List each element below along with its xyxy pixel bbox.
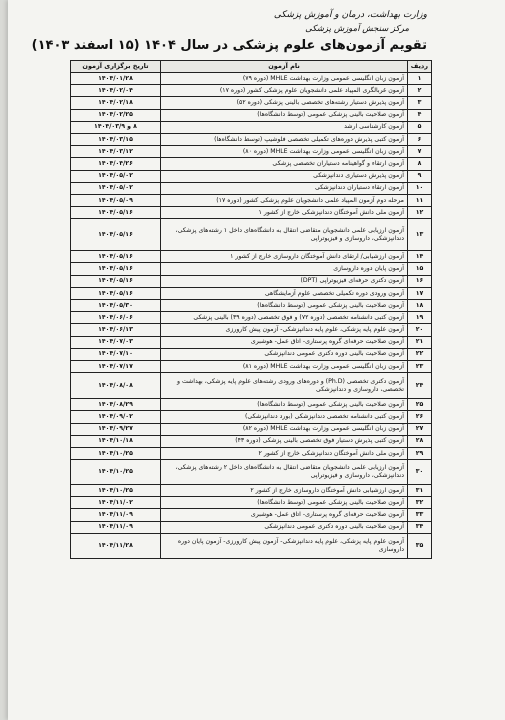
row-number: ۲۷: [408, 423, 432, 435]
row-number: ۲۲: [408, 348, 432, 360]
row-number: ۲۴: [408, 373, 432, 399]
exam-name: آزمون صلاحیت بالینی پزشکی عمومی (توسط دانشگاه‌ها): [161, 497, 408, 509]
page-title: تقویم آزمون‌های علوم پزشکی در سال ۱۴۰۴ (۱۵ اسفند ۱۴۰۳): [31, 38, 427, 53]
table-row: [71, 485, 432, 497]
exam-calendar-table: [70, 60, 432, 559]
table-row: [71, 435, 432, 447]
exam-date: ۸ و ۱۴۰۴/۰۳/۹: [71, 121, 161, 133]
exam-name: آزمون ملی دانش آموختگان دندانپزشکی خارج از کشور ۱: [161, 207, 408, 219]
row-number: ۱۵: [408, 263, 432, 275]
exam-name: آزمون ارزشیابی/ ارتقای دانش آموختگان داروسازی خارج از کشور ۱: [161, 251, 408, 263]
row-number: ۲: [408, 85, 432, 97]
table-row: [71, 324, 432, 336]
table-row: [71, 121, 432, 133]
row-number: ۲۱: [408, 336, 432, 348]
exam-name: آزمون زبان انگلیسی عمومی وزارت بهداشت MHLE (دوره ۷۹): [161, 73, 408, 85]
exam-date: ۱۴۰۴/۰۷/۰۳: [71, 336, 161, 348]
table-row: [71, 85, 432, 97]
exam-name: آزمون صلاحیت حرفه‌ای گروه پرستاری- اتاق عمل- هوشبری: [161, 336, 408, 348]
exam-date: ۱۴۰۴/۱۱/۰۹: [71, 521, 161, 533]
exam-name: آزمون ملی دانش آموختگان دندانپزشکی خارج از کشور ۲: [161, 447, 408, 459]
row-number: ۴: [408, 109, 432, 121]
table-row: [71, 533, 432, 558]
row-number: ۳۳: [408, 509, 432, 521]
column-header-number: ردیف: [408, 61, 432, 73]
table-body: [71, 73, 432, 559]
row-number: ۳۱: [408, 485, 432, 497]
exam-name: آزمون صلاحیت بالینی پزشکی عمومی (توسط دانشگاه‌ها): [161, 300, 408, 312]
exam-date: ۱۴۰۴/۰۹/۰۲: [71, 411, 161, 423]
row-number: ۷: [408, 146, 432, 158]
table-row: [71, 460, 432, 485]
exam-name: آزمون غربالگری المپیاد علمی دانشجویان علوم پزشکی کشور (دوره ۱۷): [161, 85, 408, 97]
row-number: ۸: [408, 158, 432, 170]
table-row: [71, 300, 432, 312]
exam-date: ۱۴۰۴/۰۲/۱۸: [71, 97, 161, 109]
exam-name: آزمون دکتری تخصصی (Ph.D) و دوره‌های ورودی رشته‌های علوم پایه پزشکی، بهداشت و تخصصی، داروسازی و دندانپزشکی: [161, 373, 408, 399]
table-header-row: [71, 61, 432, 73]
row-number: ۲۶: [408, 411, 432, 423]
row-number: ۶: [408, 133, 432, 145]
exam-date: ۱۴۰۴/۰۶/۱۳: [71, 324, 161, 336]
table-row: [71, 423, 432, 435]
table-row: [71, 521, 432, 533]
exam-name: آزمون کتبی دانشنامه تخصصی (دوره ۷۲) و فوق تخصصی (دوره ۳۹) بالینی پزشکی: [161, 312, 408, 324]
row-number: ۱۱: [408, 194, 432, 206]
exam-name: آزمون صلاحیت بالینی دوره دکتری عمومی دندانپزشکی: [161, 348, 408, 360]
exam-name: آزمون ارتقاء دستیاران دندانپزشکی: [161, 182, 408, 194]
exam-date: ۱۴۰۴/۰۷/۱۷: [71, 360, 161, 372]
table-row: [71, 312, 432, 324]
exam-date: ۱۴۰۴/۱۰/۲۵: [71, 447, 161, 459]
exam-name: آزمون کارشناسی ارشد: [161, 121, 408, 133]
row-number: ۱: [408, 73, 432, 85]
table-row: [71, 109, 432, 121]
exam-name: آزمون زبان انگلیسی عمومی وزارت بهداشت MHLE (دوره ۸۱): [161, 360, 408, 372]
exam-name: آزمون پذیرش دستیاری دندانپزشکی: [161, 170, 408, 182]
exam-name: آزمون زبان انگلیسی عمومی وزارت بهداشت MHLE (دوره ۸۰): [161, 146, 408, 158]
exam-date: ۱۴۰۴/۰۳/۱۲: [71, 146, 161, 158]
row-number: ۳۴: [408, 521, 432, 533]
row-number: ۳: [408, 97, 432, 109]
exam-date: ۱۴۰۴/۰۵/۰۲: [71, 170, 161, 182]
row-number: ۱۶: [408, 275, 432, 287]
exam-date: ۱۴۰۴/۰۵/۱۶: [71, 275, 161, 287]
exam-date: ۱۴۰۴/۰۸/۰۸: [71, 373, 161, 399]
exam-date: ۱۴۰۴/۱۰/۲۵: [71, 485, 161, 497]
exam-date: ۱۴۰۴/۱۰/۲۵: [71, 460, 161, 485]
ministry-name: وزارت بهداشت، درمان و آموزش پزشکی: [273, 10, 427, 20]
exam-date: ۱۴۰۴/۰۵/۰۹: [71, 194, 161, 206]
row-number: ۵: [408, 121, 432, 133]
column-header-date: تاریخ برگزاری آزمون: [71, 61, 161, 73]
exam-date: ۱۴۰۴/۱۱/۰۲: [71, 497, 161, 509]
row-number: ۱۰: [408, 182, 432, 194]
row-number: ۱۲: [408, 207, 432, 219]
exam-name: آزمون ارزشیابی دانش آموختگان داروسازی خارج از کشور ۲: [161, 485, 408, 497]
row-number: ۱۹: [408, 312, 432, 324]
exam-date: ۱۴۰۴/۰۵/۱۶: [71, 219, 161, 251]
table-row: [71, 287, 432, 299]
exam-date: ۱۴۰۴/۰۲/۰۴: [71, 85, 161, 97]
exam-name: آزمون کتبی دانشنامه تخصصی دندانپزشکی (بورد دندانپزشکی): [161, 411, 408, 423]
table-row: [71, 133, 432, 145]
row-number: ۳۲: [408, 497, 432, 509]
table-row: [71, 497, 432, 509]
exam-date: ۱۴۰۴/۰۲/۲۵: [71, 109, 161, 121]
table-row: [71, 411, 432, 423]
row-number: ۲۹: [408, 447, 432, 459]
exam-date: ۱۴۰۴/۰۵/۱۶: [71, 263, 161, 275]
exam-name: آزمون زبان انگلیسی عمومی وزارت بهداشت MHLE (دوره ۸۲): [161, 423, 408, 435]
exam-name: آزمون علوم پایه پزشکی، علوم پایه دندانپزشکی- آزمون پیش کارورزی- آزمون پایان دوره داروسازی: [161, 533, 408, 558]
table-row: [71, 194, 432, 206]
row-number: ۳۵: [408, 533, 432, 558]
exam-name: آزمون پایان دوره داروسازی: [161, 263, 408, 275]
exam-date: ۱۴۰۴/۰۸/۲۹: [71, 399, 161, 411]
table-row: [71, 158, 432, 170]
row-number: ۱۸: [408, 300, 432, 312]
exam-date: ۱۴۰۴/۱۰/۱۸: [71, 435, 161, 447]
table-row: [71, 447, 432, 459]
row-number: ۱۷: [408, 287, 432, 299]
exam-date: ۱۴۰۴/۱۱/۲۸: [71, 533, 161, 558]
exam-date: ۱۴۰۴/۰۳/۱۵: [71, 133, 161, 145]
exam-name: آزمون پذیرش دستیار رشته‌های تخصصی بالینی پزشکی (دوره ۵۲): [161, 97, 408, 109]
exam-name: آزمون صلاحیت حرفه‌ای گروه پرستاری- اتاق عمل- هوشبری: [161, 509, 408, 521]
exam-name: آزمون ارزیابی علمی دانشجویان متقاضی انتقال به دانشگاه‌های داخل ۲ رشته‌های پزشکی، دندانپزشکی، داروسازی و فیزیوتراپی: [161, 460, 408, 485]
exam-date: ۱۴۰۴/۰۵/۳۰: [71, 300, 161, 312]
exam-name: آزمون دکتری حرفه‌ای فیزیوتراپی (DPT): [161, 275, 408, 287]
exam-name: آزمون ارتقاء و گواهینامه دستیاران تخصصی پزشکی: [161, 158, 408, 170]
exam-date: ۱۴۰۴/۰۵/۱۶: [71, 207, 161, 219]
table-row: [71, 73, 432, 85]
exam-date: ۱۴۰۴/۰۵/۱۶: [71, 251, 161, 263]
exam-name: آزمون کتبی پذیرش دستیار فوق تخصصی بالینی پزشکی (دوره ۴۳): [161, 435, 408, 447]
exam-name: آزمون ورودی دوره تکمیلی تخصصی علوم آزمایشگاهی: [161, 287, 408, 299]
row-number: ۲۸: [408, 435, 432, 447]
table-row: [71, 146, 432, 158]
exam-date: ۱۴۰۴/۰۵/۱۶: [71, 287, 161, 299]
table-row: [71, 360, 432, 372]
exam-date: ۱۴۰۴/۰۶/۰۶: [71, 312, 161, 324]
table-row: [71, 348, 432, 360]
center-name: مرکز سنجش آموزش پزشکی: [305, 24, 409, 34]
table-row: [71, 251, 432, 263]
table-row: [71, 170, 432, 182]
table-row: [71, 336, 432, 348]
table-row: [71, 399, 432, 411]
table-row: [71, 182, 432, 194]
table-row: [71, 97, 432, 109]
table-row: [71, 373, 432, 399]
exam-name: مرحله دوم آزمون المپیاد علمی دانشجویان علوم پزشکی کشور (دوره ۱۷): [161, 194, 408, 206]
row-number: ۱۳: [408, 219, 432, 251]
exam-date: ۱۴۰۴/۰۴/۲۶: [71, 158, 161, 170]
exam-name: آزمون علوم پایه پزشکی، علوم پایه دندانپزشکی- آزمون پیش کارورزی: [161, 324, 408, 336]
exam-date: ۱۴۰۴/۰۹/۲۷: [71, 423, 161, 435]
exam-date: ۱۴۰۴/۰۱/۲۸: [71, 73, 161, 85]
row-number: ۲۰: [408, 324, 432, 336]
exam-name: آزمون صلاحیت بالینی پزشکی عمومی (توسط دانشگاه‌ها): [161, 109, 408, 121]
row-number: ۲۵: [408, 399, 432, 411]
column-header-exam-name: نام آزمون: [161, 61, 408, 73]
exam-date: ۱۴۰۴/۰۵/۰۲: [71, 182, 161, 194]
row-number: ۳۰: [408, 460, 432, 485]
row-number: ۲۳: [408, 360, 432, 372]
exam-date: ۱۴۰۴/۰۷/۱۰: [71, 348, 161, 360]
table-row: [71, 263, 432, 275]
exam-name: آزمون ارزیابی علمی دانشجویان متقاضی انتقال به دانشگاه‌های داخل ۱ رشته‌های پزشکی، دندانپزشکی، داروسازی و فیزیوتراپی: [161, 219, 408, 251]
table-row: [71, 207, 432, 219]
table-row: [71, 509, 432, 521]
exam-name: آزمون صلاحیت بالینی دوره دکتری عمومی دندانپزشکی: [161, 521, 408, 533]
exam-date: ۱۴۰۴/۱۱/۰۹: [71, 509, 161, 521]
table-row: [71, 275, 432, 287]
exam-name: آزمون صلاحیت بالینی پزشکی عمومی (توسط دانشگاه‌ها): [161, 399, 408, 411]
row-number: ۱۴: [408, 251, 432, 263]
row-number: ۹: [408, 170, 432, 182]
exam-name: آزمون کتبی پذیرش دوره‌های تکمیلی تخصصی فلوشیپ (توسط دانشگاه‌ها): [161, 133, 408, 145]
table-row: [71, 219, 432, 251]
